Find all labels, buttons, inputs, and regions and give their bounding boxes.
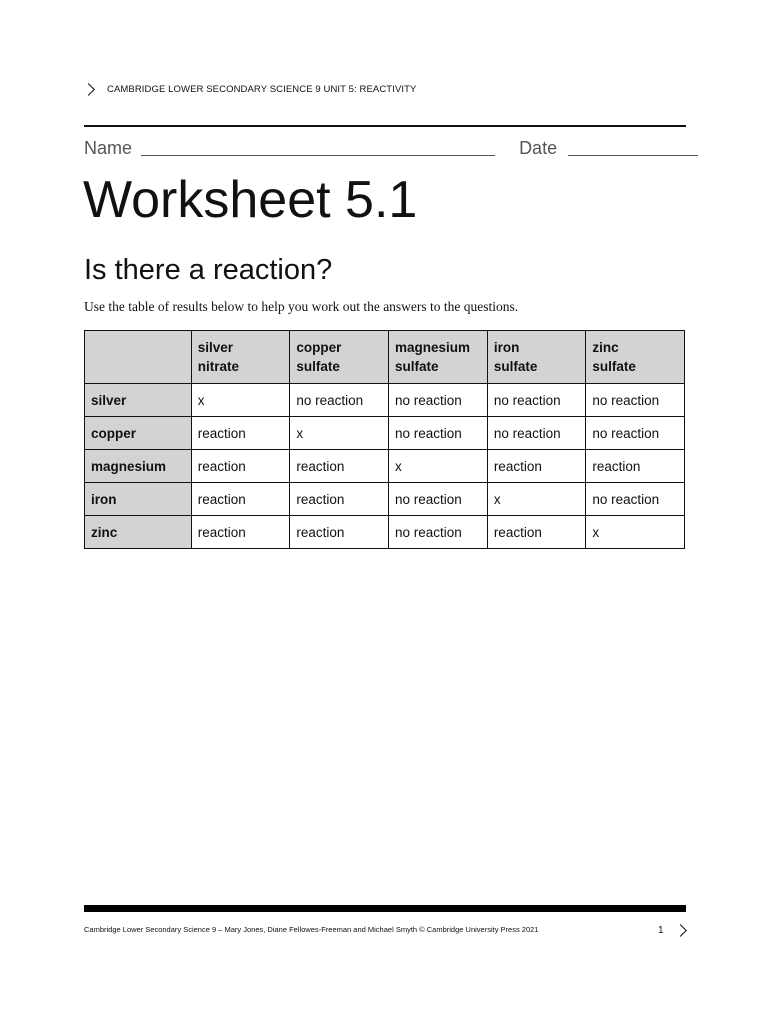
- table-cell: no reaction: [586, 417, 685, 450]
- chevron-right-icon: [674, 924, 687, 937]
- table-cell: x: [290, 417, 389, 450]
- table-cell: reaction: [290, 483, 389, 516]
- table-row: [85, 516, 685, 549]
- column-header: zinc sulfate: [586, 331, 685, 384]
- column-header: iron sulfate: [487, 331, 586, 384]
- header-rule: [84, 125, 686, 127]
- table-cell: reaction: [290, 450, 389, 483]
- table-cell: reaction: [191, 516, 290, 549]
- table-cell: reaction: [487, 516, 586, 549]
- page-number: 1: [658, 925, 664, 936]
- column-header: magnesium sulfate: [388, 331, 487, 384]
- table-cell: no reaction: [586, 483, 685, 516]
- table-cell: no reaction: [586, 384, 685, 417]
- column-header: copper sulfate: [290, 331, 389, 384]
- table-cell: no reaction: [388, 417, 487, 450]
- table-cell: reaction: [191, 483, 290, 516]
- table-cell: x: [487, 483, 586, 516]
- table-header-row: [85, 331, 685, 384]
- date-field[interactable]: [568, 139, 698, 156]
- table-row: [85, 417, 685, 450]
- name-label: Name: [84, 138, 133, 158]
- row-header: magnesium: [85, 450, 192, 483]
- table-cell: x: [191, 384, 290, 417]
- row-header: silver: [85, 384, 192, 417]
- table-cell: reaction: [191, 417, 290, 450]
- row-header: zinc: [85, 516, 192, 549]
- page-subtitle: Is there a reaction?: [84, 254, 333, 286]
- chevron-right-icon: [82, 83, 95, 96]
- name-date-line: [84, 138, 686, 159]
- row-header: copper: [85, 417, 192, 450]
- table-cell: reaction: [290, 516, 389, 549]
- table-cell: reaction: [586, 450, 685, 483]
- table-row: [85, 450, 685, 483]
- table-cell: no reaction: [388, 483, 487, 516]
- table-cell: no reaction: [487, 384, 586, 417]
- name-field[interactable]: [141, 139, 495, 156]
- table-cell: x: [388, 450, 487, 483]
- table-cell: reaction: [487, 450, 586, 483]
- table-cell: no reaction: [388, 516, 487, 549]
- footer-rule: [84, 905, 686, 912]
- table-cell: reaction: [191, 450, 290, 483]
- date-label: Date: [519, 138, 558, 158]
- page-title: Worksheet 5.1: [83, 171, 418, 229]
- table-cell: no reaction: [290, 384, 389, 417]
- table-cell: no reaction: [388, 384, 487, 417]
- table-row: [85, 483, 685, 516]
- table-cell: no reaction: [487, 417, 586, 450]
- running-title: CAMBRIDGE LOWER SECONDARY SCIENCE 9 UNIT 5: REACTIVITY: [107, 84, 417, 95]
- running-header: [84, 84, 416, 95]
- table-row: [85, 384, 685, 417]
- results-table: [84, 330, 685, 549]
- table-cell: x: [586, 516, 685, 549]
- column-header: silver nitrate: [191, 331, 290, 384]
- footer-credit: Cambridge Lower Secondary Science 9 – Mary Jones, Diane Fellowes-Freeman and Michael Smyth © Cambridge University Press 2021: [84, 925, 539, 934]
- instructions: Use the table of results below to help you work out the answers to the questions.: [84, 299, 519, 314]
- footer-page: [658, 925, 685, 936]
- table-corner-cell: [85, 331, 192, 384]
- row-header: iron: [85, 483, 192, 516]
